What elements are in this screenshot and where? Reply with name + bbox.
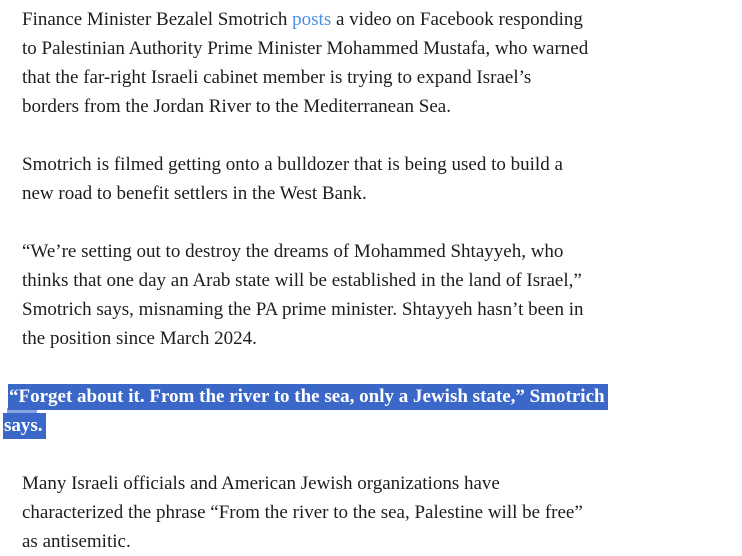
article-paragraph-3 xyxy=(22,237,712,353)
paragraph-text: the position since March 2024. xyxy=(22,328,257,349)
paragraph-text: as antisemitic. xyxy=(22,531,131,552)
paragraph-text: borders from the Jordan River to the Mediterranean Sea. xyxy=(22,96,451,117)
article-paragraph-2 xyxy=(22,150,712,208)
paragraph-text: a video on Facebook responding xyxy=(331,9,583,30)
paragraph-text: Finance Minister Bezalel Smotrich xyxy=(22,9,293,30)
selected-quote-line-1: “Forget about it. From the river to the sea, only a Jewish state,” Smotrich xyxy=(8,384,608,410)
paragraph-text: Smotrich is filmed getting onto a bulldozer that is being used to build a xyxy=(22,154,563,175)
paragraph-text: characterized the phrase “From the river to the sea, Palestine will be free” xyxy=(22,502,583,523)
paragraph-text: that the far-right Israeli cabinet member is trying to expand Israel’s xyxy=(22,67,532,88)
paragraph-text: Many Israeli officials and American Jewish organizations have xyxy=(22,473,500,494)
paragraph-text: thinks that one day an Arab state will be established in the land of Israel,” xyxy=(22,270,582,291)
paragraph-text: Smotrich says, misnaming the PA prime minister. Shtayyeh hasn’t been in xyxy=(22,299,584,320)
selected-quote-line-2: says. xyxy=(3,413,46,439)
paragraph-text: “We’re setting out to destroy the dreams of Mohammed Shtayyeh, who xyxy=(22,241,564,262)
paragraph-text: to Palestinian Authority Prime Minister Mohammed Mustafa, who warned xyxy=(22,38,589,59)
facebook-posts-link[interactable]: posts xyxy=(292,9,332,30)
paragraph-text: new road to benefit settlers in the West Bank. xyxy=(22,183,367,204)
article-paragraph-4 xyxy=(3,382,712,440)
article-paragraph-5 xyxy=(22,469,712,556)
article-paragraph-1 xyxy=(22,5,712,121)
